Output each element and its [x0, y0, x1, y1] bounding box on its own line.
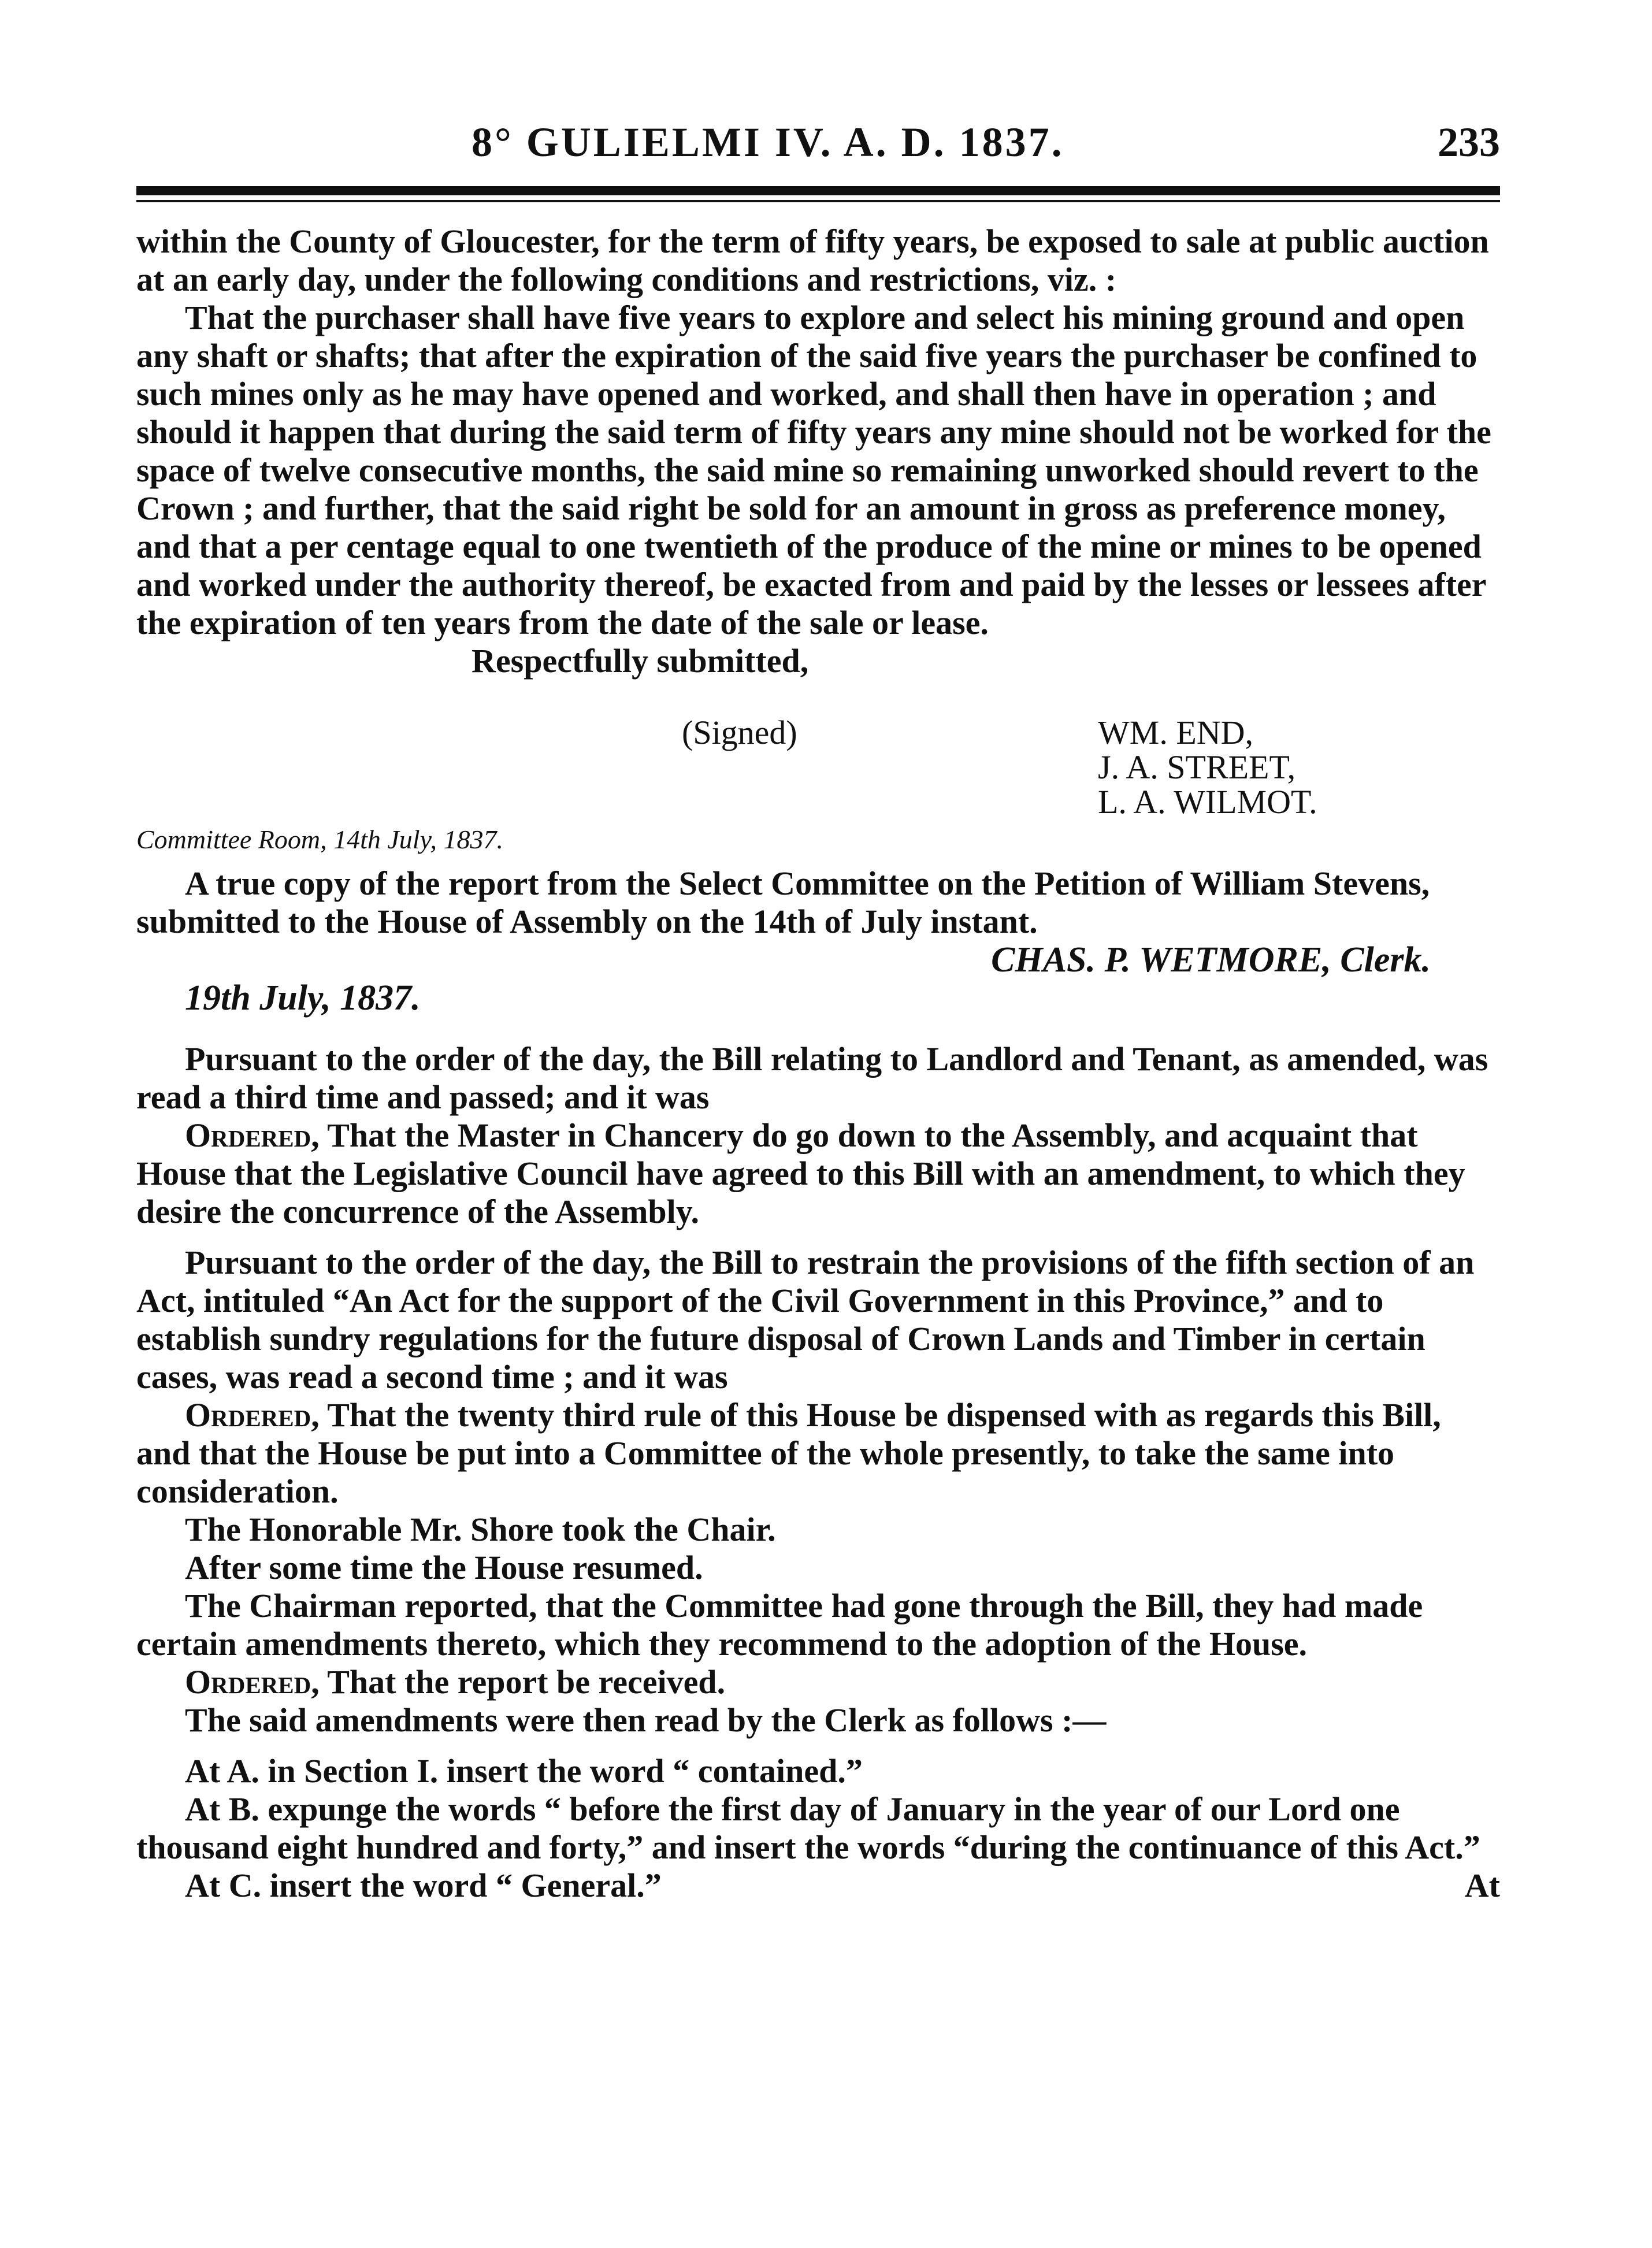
ordered-label: Ordered, [185, 1663, 320, 1701]
ordered-text: That the twenty third rule of this House be dispensed with as regards this Bill, and that the House be put into a Committee of the whole presently, to take the same into consideration. [136, 1396, 1441, 1510]
paragraph-conditions: That the purchaser shall have five years to explore and select his mining ground and open any shaft or shafts; that after the expiration of the said five years the purchaser be confined to such mines only as he may have opened and worked, and shall then have in operation ; and should it happen that during the said term of fifty years any mine should not be worked for the space of twelve consecutive months, the said mine so remaining unworked should revert to the Crown ; and further, that the said right be sold for an amount in gross as preference money, and that a per centage equal to one twentieth of the produce of the mine or mines to be opened and worked under the authority thereof, be exacted from and paid by the lesses or lessees after the expiration of ten years from the date of the sale or lease. [136, 299, 1491, 641]
paragraph-chairman-reported: The Chairman reported, that the Committee had gone through the Bill, they had made certain amendments thereto, which they recommend to the adoption of the House. [136, 1587, 1423, 1663]
paragraph-amendments-read: The said amendments were then read by the Clerk as follows :— [185, 1701, 1107, 1739]
paragraph-restrain-bill: Pursuant to the order of the day, the Bill to restrain the provisions of the fifth section of an Act, intituled “An Act for the support of the Civil Government in this Province,” and to establish sundry regulations for the future disposal of Crown Lands and Timber in certain cases, was read a second time ; and it was [136, 1244, 1475, 1396]
signatory: J. A. STREET, [1098, 748, 1296, 786]
header-rule-thin [136, 200, 1500, 202]
paragraph-ordered-2 [136, 1396, 1500, 1511]
paragraph-resumed: After some time the House resumed. [185, 1549, 703, 1586]
ordered-label: Ordered, [185, 1116, 320, 1154]
gap [136, 1231, 1500, 1244]
paragraph-county: within the County of Gloucester, for the term of fifty years, be exposed to sale at public auction at an early day, under the following conditions and restrictions, viz. : [136, 222, 1489, 298]
header-rule-thick [136, 186, 1500, 195]
signatory: WM. END, [1098, 714, 1254, 751]
running-head: 8° GULIELMI IV. A. D. 1837. [472, 119, 1064, 165]
page-header [136, 118, 1500, 182]
committee-section [136, 821, 1500, 1017]
paragraph-ordered-1 [136, 1116, 1500, 1231]
catchword: At [1464, 1867, 1500, 1904]
ordered-label: Ordered, [185, 1396, 320, 1434]
amendment-c: At C. insert the word “ General.” [185, 1867, 662, 1904]
signatory: L. A. WILMOT. [1098, 783, 1317, 821]
paragraph-chair: The Honorable Mr. Shore took the Chair. [185, 1511, 776, 1548]
proceedings-text [136, 1040, 1500, 1905]
date-heading [136, 979, 1500, 1017]
signatories [1098, 715, 1317, 819]
true-copy-paragraph: A true copy of the report from the Select Committee on the Petition of William Stevens, submitted to the House of Assembly on the 14th of July instant. [136, 865, 1430, 940]
amendment-a: At A. in Section I. insert the word “ contained.” [185, 1752, 863, 1790]
respectfully-submitted: Respectfully submitted, [472, 642, 809, 680]
gap [136, 1739, 1500, 1752]
signed-label: (Signed) [682, 714, 797, 751]
last-line [136, 1867, 1500, 1905]
page-number: 233 [1438, 119, 1500, 165]
paragraph-landlord-tenant: Pursuant to the order of the day, the Bill relating to Landlord and Tenant, as amended, was read a third time and passed; and it was [136, 1040, 1488, 1116]
clerk-signature: CHAS. P. WETMORE, Clerk. [991, 940, 1431, 980]
amendment-b: At B. expunge the words “ before the first day of January in the year of our Lord one thousand eight hundred and forty,” and insert the words “during the continuance of this Act.” [136, 1790, 1480, 1866]
date-heading-text: 19th July, 1837. [185, 978, 421, 1018]
ordered-text: That the report be received. [319, 1663, 726, 1701]
ordered-text: That the Master in Chancery do go down to the Assembly, and acquaint that House that the Legislative Council have agreed to this Bill with an amendment, to which they desire the concurrence of the Assembly. [136, 1116, 1465, 1230]
committee-dateline: Committee Room, 14th July, 1837. [136, 825, 503, 854]
report-text [136, 222, 1500, 680]
paragraph-ordered-3 [136, 1663, 1500, 1701]
